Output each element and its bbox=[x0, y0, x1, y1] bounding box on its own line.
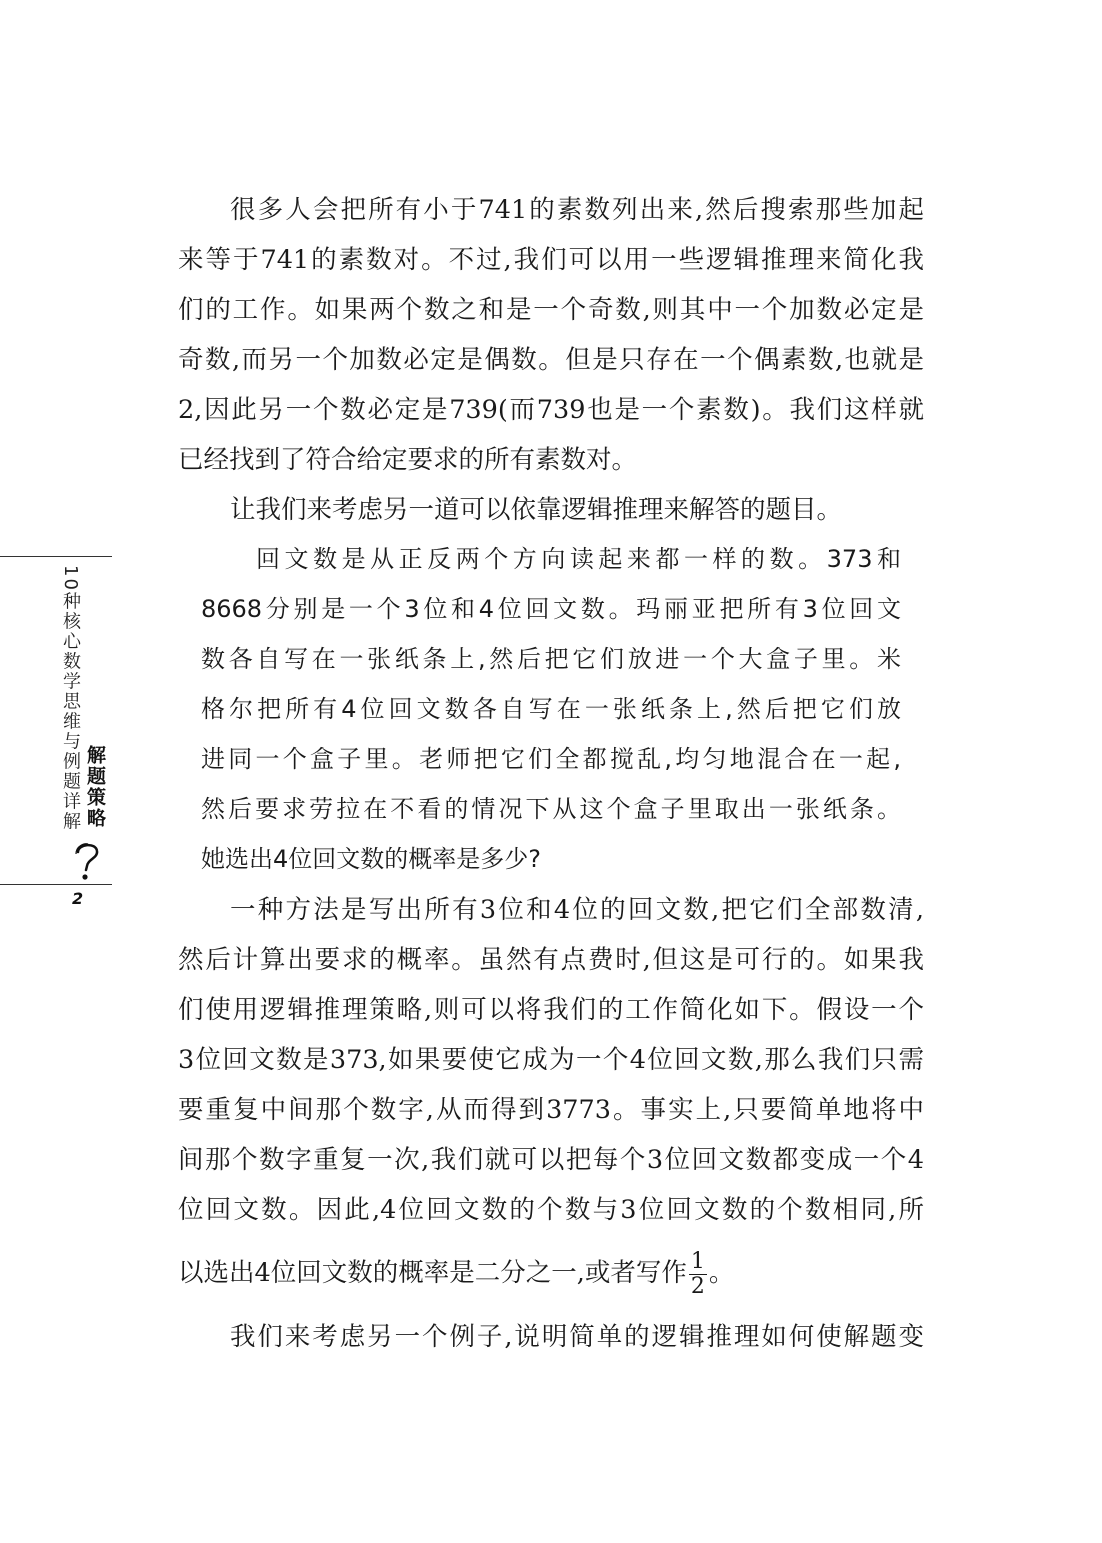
sidebar-bottom-rule bbox=[0, 884, 112, 885]
p3-line-7: 位回文数。因此,4位回文数的个数与3位回文数的个数相同,所 bbox=[178, 1195, 924, 1225]
problem-line-6: 然后要求劳拉在不看的情况下从这个盒子里取出一张纸条。 bbox=[201, 795, 901, 823]
p3-line-8 bbox=[178, 1248, 924, 1299]
page-number: 2 bbox=[72, 889, 84, 908]
book-title: 解题策略 bbox=[84, 745, 106, 829]
question-mark-icon bbox=[70, 840, 104, 882]
p3-line-3: 们使用逻辑推理策略,则可以将我们的工作简化如下。假设一个 bbox=[178, 995, 924, 1025]
p1-line-5: 2,因此另一个数必定是739(而739也是一个素数)。我们这样就 bbox=[178, 395, 924, 425]
p3-line-1: 一种方法是写出所有3位和4位的回文数,把它们全部数清, bbox=[230, 895, 924, 925]
problem-line-5: 进同一个盒子里。老师把它们全都搅乱,均匀地混合在一起, bbox=[201, 745, 901, 773]
p3-line-4: 3位回文数是373,如果要使它成为一个4位回文数,那么我们只需 bbox=[178, 1045, 924, 1075]
problem-line-2: 8668分别是一个3位和4位回文数。玛丽亚把所有3位回文 bbox=[201, 595, 901, 623]
problem-line-3: 数各自写在一张纸条上,然后把它们放进一个大盒子里。米 bbox=[201, 645, 901, 673]
p1-line-4: 奇数,而另一个加数必定是偶数。但是只存在一个偶素数,也就是 bbox=[178, 345, 924, 375]
p2-line-1: 让我们来考虑另一道可以依靠逻辑推理来解答的题目。 bbox=[230, 495, 843, 525]
p1-line-3: 们的工作。如果两个数之和是一个奇数,则其中一个加数必定是 bbox=[178, 295, 924, 325]
p3-line-5: 要重复中间那个数字,从而得到3773。事实上,只要简单地将中 bbox=[178, 1095, 924, 1125]
p4-line-1: 我们来考虑另一个例子,说明简单的逻辑推理如何使解题变 bbox=[230, 1322, 924, 1352]
problem-line-4: 格尔把所有4位回文数各自写在一张纸条上,然后把它们放 bbox=[201, 695, 901, 723]
problem-line-7: 她选出4位回文数的概率是多少? bbox=[201, 845, 542, 873]
fraction-one-half bbox=[689, 1250, 707, 1299]
p3-line-8-end: 。 bbox=[708, 1258, 735, 1288]
fraction-numerator: 1 bbox=[690, 1248, 705, 1274]
sidebar-top-rule bbox=[0, 556, 112, 557]
series-title: 10种核心数学思维与例题详解 bbox=[60, 565, 81, 832]
problem-line-1: 回文数是从正反两个方向读起来都一样的数。373和 bbox=[256, 545, 901, 573]
fraction-denominator: 2 bbox=[690, 1273, 705, 1299]
p3-line-2: 然后计算出要求的概率。虽然有点费时,但这是可行的。如果我 bbox=[178, 945, 924, 975]
p1-line-1: 很多人会把所有小于741的素数列出来,然后搜索那些加起 bbox=[230, 195, 924, 225]
p1-line-6: 已经找到了符合给定要求的所有素数对。 bbox=[178, 445, 638, 475]
p3-line-8-text: 以选出4位回文数的概率是二分之一,或者写作 bbox=[178, 1258, 687, 1288]
p1-line-2: 来等于741的素数对。不过,我们可以用一些逻辑推理来简化我 bbox=[178, 245, 924, 275]
p3-line-6: 间那个数字重复一次,我们就可以把每个3位回文数都变成一个4 bbox=[178, 1145, 924, 1175]
